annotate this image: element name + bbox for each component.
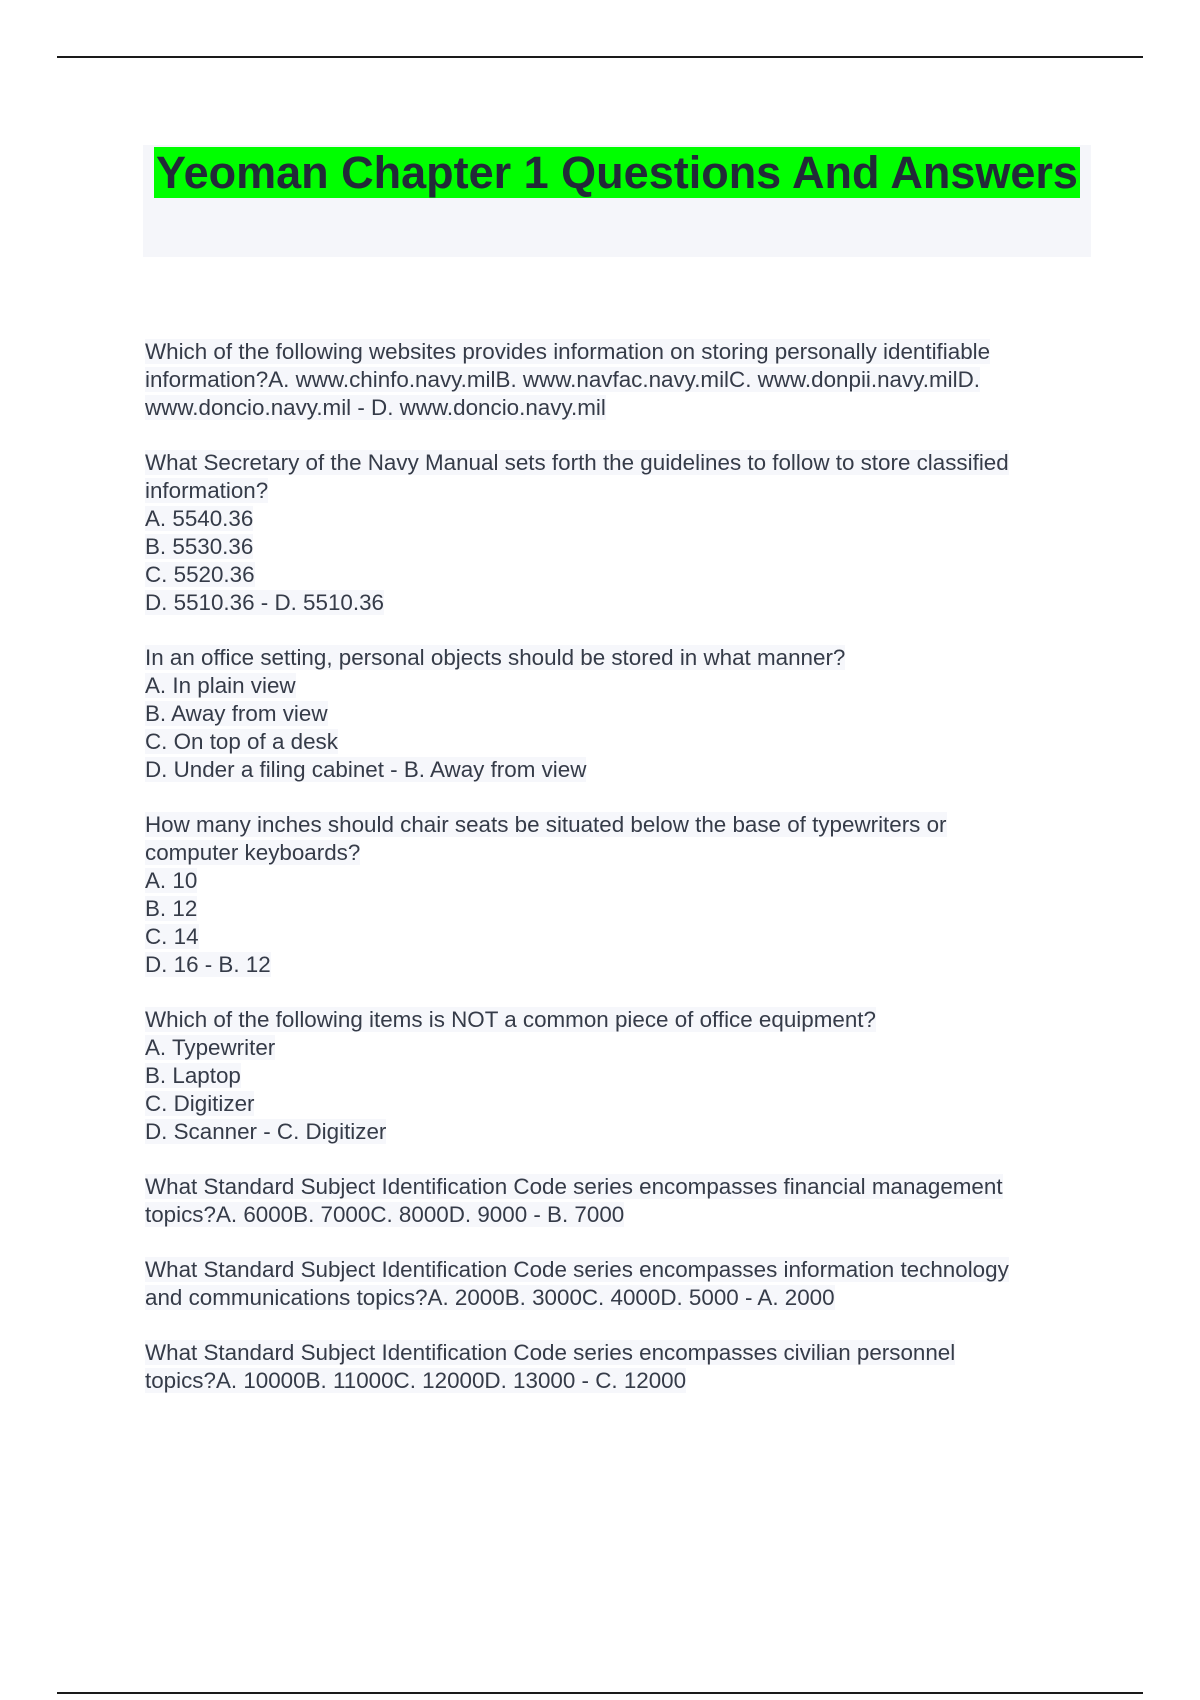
qa-item: [145, 338, 1090, 422]
qa-item: [145, 449, 1090, 617]
qa-item: [145, 644, 1090, 784]
bottom-rule: [57, 1692, 1143, 1694]
qa-item-text: What Standard Subject Identification Code series encompasses information technology and communications topics?A. 2000B. 3000C. 4000D. 5000 - A. 2000: [145, 1257, 1009, 1310]
qa-item-text: What Standard Subject Identification Code series encompasses civilian personnel topics?A. 10000B. 11000C. 12000D. 13000 - C. 12000: [145, 1340, 956, 1393]
qa-item: [145, 1256, 1090, 1312]
qa-item-text: What Secretary of the Navy Manual sets forth the guidelines to follow to store classified information? A. 5540.36 B. 5530.36 C. 5520.36 D. 5510.36 - D. 5510.36: [145, 450, 1009, 615]
qa-item-text: What Standard Subject Identification Code series encompasses financial management topics?A. 6000B. 7000C. 8000D. 9000 - B. 7000: [145, 1174, 1003, 1227]
qa-item: [145, 811, 1090, 979]
qa-item-text: Which of the following items is NOT a common piece of office equipment? A. Typewriter B. Laptop C. Digitizer D. Scanner - C. Digitizer: [145, 1007, 876, 1144]
qa-item: [145, 1006, 1090, 1146]
qa-list: [145, 338, 1090, 1422]
qa-item-text: Which of the following websites provides information on storing personally identifiable information?A. www.chinfo.navy.milB. www.navfac.navy.milC. www.donpii.navy.milD. www.doncio.navy.mil - D. www.doncio.navy.mil: [145, 339, 991, 420]
qa-item: [145, 1339, 1090, 1395]
title-band: [143, 145, 1091, 257]
qa-item: [145, 1173, 1090, 1229]
document-title-text: Yeoman Chapter 1 Questions And Answers: [156, 147, 1078, 198]
qa-item-text: In an office setting, personal objects should be stored in what manner? A. In plain view B. Away from view C. On top of a desk D. Under a filing cabinet - B. Away from view: [145, 645, 846, 782]
top-rule: [57, 56, 1143, 58]
qa-item-text: How many inches should chair seats be situated below the base of typewriters or computer keyboards? A. 10 B. 12 C. 14 D. 16 - B. 12: [145, 812, 947, 977]
document-title: [143, 145, 1091, 201]
